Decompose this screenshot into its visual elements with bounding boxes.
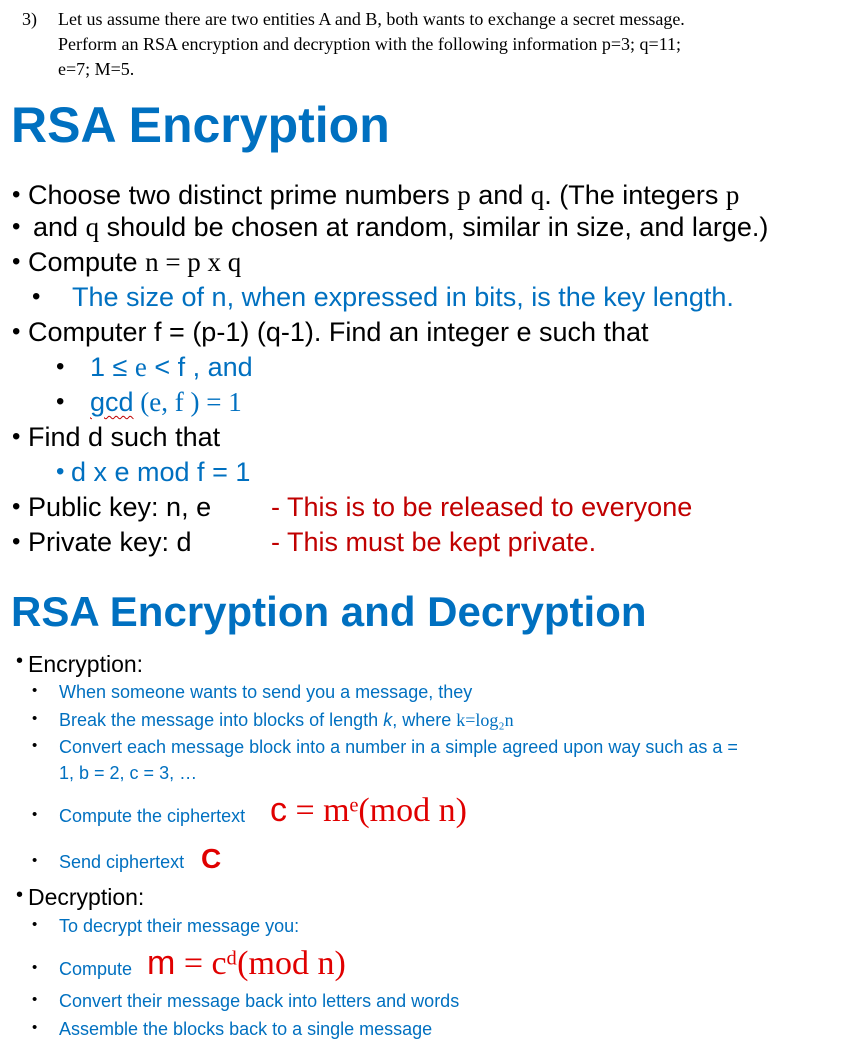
- bullet-icon: •: [12, 318, 21, 345]
- ciphertext-symbol: C: [201, 843, 222, 874]
- public-key-label: Public key: n, e: [28, 492, 212, 522]
- bullet-icon: •: [32, 991, 38, 1008]
- bullet-icon: •: [32, 682, 38, 699]
- ciphertext-formula: c = mᵉ(mod n): [270, 791, 467, 829]
- bullet-icon: •: [56, 353, 65, 380]
- question-number: 3): [22, 9, 37, 29]
- bullet-icon: •: [32, 852, 38, 869]
- bullet-choose-primes-cont: and q should be chosen at random, similar in size, and large.): [33, 212, 769, 242]
- bullet-compute-n: Compute n = p x q: [28, 247, 242, 277]
- d-condition: d x e mod f = 1: [71, 457, 251, 487]
- section-2-title: RSA Encryption and Decryption: [11, 588, 647, 635]
- encryption-label: Encryption:: [28, 651, 144, 677]
- private-key-label: Private key: d: [28, 527, 192, 557]
- enc-step-4: Compute the ciphertext: [59, 806, 246, 826]
- section-1-title: RSA Encryption: [11, 97, 390, 153]
- question-line-2: Perform an RSA encryption and decryption with the following information p=3; q=11;: [58, 34, 682, 54]
- bullet-icon: •: [12, 181, 21, 208]
- dec-step-4: Assemble the blocks back to a single message: [59, 1019, 433, 1039]
- decryption-label: Decryption:: [28, 884, 145, 910]
- bullet-icon: •: [32, 1019, 38, 1036]
- bullet-choose-primes: Choose two distinct prime numbers p and q. (The integers p: [28, 180, 740, 210]
- dec-step-3: Convert their message back into letters and words: [59, 991, 460, 1011]
- bullet-icon: •: [12, 528, 21, 555]
- condition-range: 1 ≤ e < f , and: [90, 352, 253, 382]
- bullet-icon: •: [32, 806, 38, 823]
- dec-step-2: Compute: [59, 959, 133, 979]
- bullet-compute-f: Computer f = (p-1) (q-1). Find an integer e such that: [28, 317, 649, 347]
- bullet-icon: •: [16, 650, 24, 672]
- private-key-note: - This must be kept private.: [271, 527, 597, 557]
- bullet-icon: •: [56, 388, 65, 415]
- bullet-icon: •: [32, 710, 38, 727]
- bullet-icon: •: [56, 458, 65, 485]
- enc-step-5: Send ciphertext: [59, 852, 185, 872]
- bullet-icon: •: [32, 959, 38, 976]
- question-line-1: Let us assume there are two entities A and B, both wants to exchange a secret message.: [58, 9, 685, 29]
- bullet-icon: •: [12, 423, 21, 450]
- question-line-3: e=7; M=5.: [58, 59, 135, 79]
- enc-step-3-cont: 1, b = 2, c = 3, …: [59, 763, 198, 783]
- bullet-icon: •: [32, 737, 38, 754]
- public-key-note: - This is to be released to everyone: [271, 492, 693, 522]
- enc-step-2: Break the message into blocks of length k, where k=log₂n: [59, 710, 514, 730]
- key-length-note: The size of n, when expressed in bits, is the key length.: [72, 282, 734, 312]
- enc-step-1: When someone wants to send you a message, they: [59, 682, 473, 702]
- dec-step-1: To decrypt their message you:: [59, 916, 300, 936]
- bullet-icon: •: [12, 248, 21, 275]
- condition-gcd: gcd (e, f ) = 1: [90, 387, 242, 417]
- bullet-find-d: Find d such that: [28, 422, 221, 452]
- bullet-icon: •: [16, 884, 24, 906]
- enc-step-3: Convert each message block into a number in a simple agreed upon way such as a =: [59, 737, 738, 757]
- bullet-icon: •: [12, 213, 21, 240]
- plaintext-formula: m = cᵈ(mod n): [147, 944, 346, 982]
- bullet-icon: •: [32, 916, 38, 933]
- bullet-icon: •: [32, 283, 41, 310]
- bullet-icon: •: [12, 493, 21, 520]
